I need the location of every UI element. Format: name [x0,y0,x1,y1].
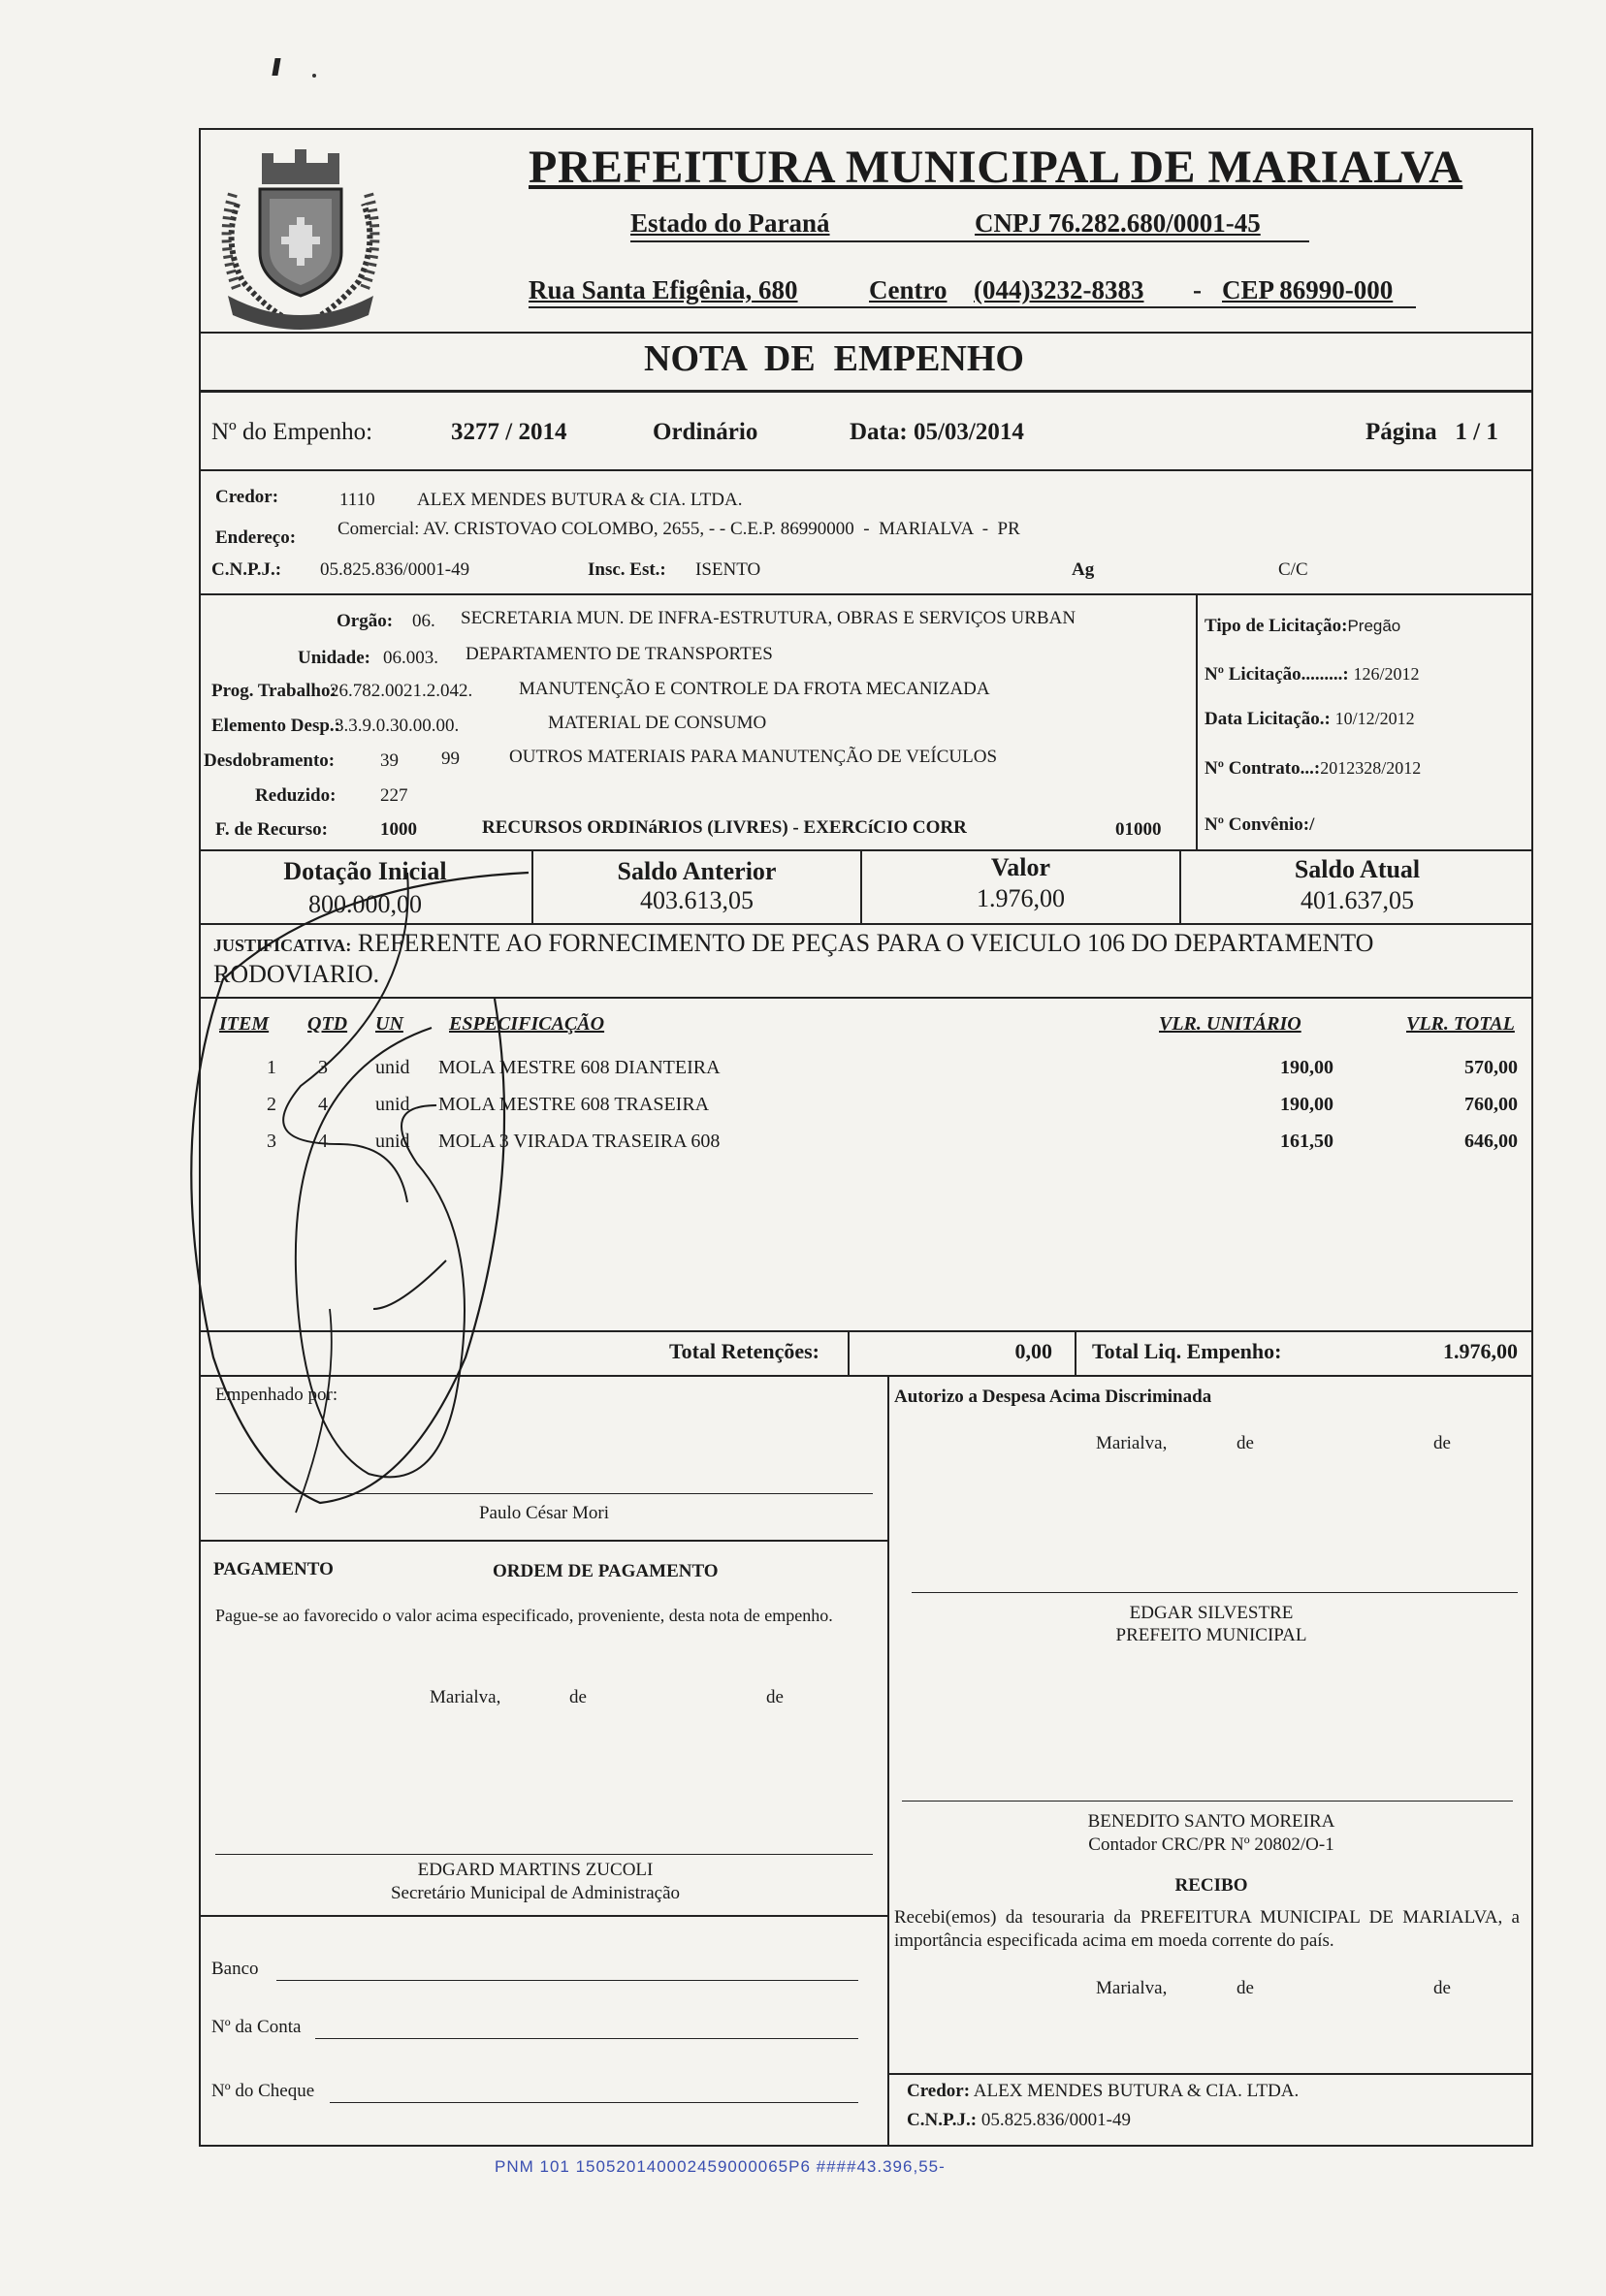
secretario-name: EDGARD MARTINS ZUCOLI [417,1860,654,1880]
cc-label: C/C [1278,559,1308,580]
col-spec: ESPECIFICAÇÃO [449,1013,605,1035]
state-label: Estado do Paraná [630,208,830,238]
desdob-code: 39 [380,750,399,771]
row-item: 1 [267,1057,276,1078]
valor-value: 1.976,00 [977,884,1065,912]
insc-value: ISENTO [695,559,761,580]
col-un: UN [375,1013,403,1035]
recurso-code2: 01000 [1115,819,1162,840]
desdob-code2: 99 [441,749,460,769]
row-un: unid [375,1131,410,1152]
address-cep: CEP 86990-000 [1222,275,1394,304]
recibo-cnpj-label: C.N.P.J.: [907,2110,978,2130]
elemento-code: 3.3.9.0.30.00.00. [335,716,460,736]
pagamento-de1: de [569,1687,587,1707]
empenho-number: 3277 / 2014 [451,419,567,445]
justificativa-text-2: RODOVIARIO. [213,960,380,988]
address-dash: - [1193,275,1202,304]
licitacao-num-label [1204,664,1420,686]
recurso-code: 1000 [380,819,417,840]
atual-label: Saldo Atual [1294,855,1421,883]
secretario-role: Secretário Municipal de Administração [390,1883,681,1903]
row-total: 646,00 [1464,1131,1518,1152]
recurso-label: F. de Recurso: [215,819,328,840]
pagamento-de2: de [766,1687,784,1707]
credor-cnpj: 05.825.836/0001-49 [320,559,470,580]
mid-divider [887,1375,889,2147]
liq-label: Total Liq. Empenho: [1092,1339,1282,1363]
row-unit: 190,00 [1280,1057,1333,1078]
recibo-credor-label: Credor: [907,2081,971,2101]
liq-value: 1.976,00 [1443,1339,1518,1363]
dotacao-value: 800.000,00 [308,890,422,918]
num-value: 126/2012 [1353,664,1420,684]
recibo-credor-value: ALEX MENDES BUTURA & CIA. LTDA. [973,2081,1300,2101]
tipo-value: Pregão [1347,617,1401,635]
orgao-desc: SECRETARIA MUN. DE INFRA-ESTRUTURA, OBRAS E SERVIÇOS URBAN [461,608,1076,628]
anterior-label: Saldo Anterior [617,857,777,885]
data-label-text: Data Licitação.: [1204,709,1331,729]
orgao-label: Orgão: [337,611,394,631]
document-title: NOTA DE EMPENHO [644,338,1024,379]
row-item: 2 [267,1094,276,1115]
atual-value: 401.637,05 [1301,886,1414,914]
scan-mark-dot [312,74,316,78]
contrato-label-text: Nº Contrato...: [1204,758,1321,779]
cheque-line [330,2102,858,2103]
prog-code: 26.782.0021.2.042. [330,681,473,701]
empenhado-label: Empenhado por: [215,1385,338,1405]
recurso-desc: RECURSOS ORDINáRIOS (LIVRES) - EXERCíCIO CORR [482,817,967,838]
pagamento-text: Pague-se ao favorecido o valor acima especificado, proveniente, desta nota de empenho. [215,1606,833,1625]
recibo-title: RECIBO [1174,1875,1248,1896]
pagamento-place: Marialva, [430,1687,501,1707]
handwritten-signature [184,853,630,1532]
licitacao-contrato-label [1204,758,1421,780]
address-district: Centro [869,275,948,304]
autorizo-de2: de [1433,1433,1451,1453]
contrato-value: 2012328/2012 [1320,758,1422,778]
credor-code: 1110 [339,490,375,510]
row-spec: MOLA MESTRE 608 DIANTEIRA [438,1057,721,1078]
recibo-text: Recebi(emos) da tesouraria da PREFEITURA MUNICIPAL DE MARIALVA, a importância especificada acima em moeda corrente do país. [894,1907,1520,1951]
reduzido-value: 227 [380,785,408,806]
recibo-cnpj [907,2110,1131,2131]
scan-mark [272,58,280,76]
cheque-label: Nº do Cheque [211,2081,315,2101]
col-unit: VLR. UNITÁRIO [1159,1013,1301,1035]
address-underline [529,306,1416,308]
prog-label: Prog. Trabalho: [211,681,337,701]
hr-saldos-top [199,849,1533,851]
ag-label: Ag [1072,559,1095,580]
state-underline [630,240,1309,242]
contador-role: Contador CRC/PR Nº 20802/O-1 [1088,1834,1334,1855]
row-unit: 161,50 [1280,1131,1333,1152]
conta-line [315,2038,858,2039]
recibo-de2: de [1433,1978,1451,1998]
conta-label: Nº da Conta [211,2017,302,2037]
unidade-code: 06.003. [383,648,438,668]
prefeito-name: EDGAR SILVESTRE [1129,1603,1294,1623]
credor-label: Credor: [215,487,279,507]
banco-line [276,1980,858,1981]
banco-label: Banco [211,1959,259,1979]
elemento-desc: MATERIAL DE CONSUMO [548,713,767,733]
pagamento-label: PAGAMENTO [213,1559,334,1579]
contador-signature-line [902,1801,1513,1802]
secretario-signature-line [215,1854,873,1855]
dotacao-label: Dotação Inicial [283,857,447,885]
credor-cnpj-label: C.N.P.J.: [211,559,282,580]
row-qtd: 3 [318,1057,328,1078]
empenho-date: Data: 05/03/2014 [850,419,1024,445]
prefeito-signature-line [912,1592,1518,1593]
row-qtd: 4 [318,1131,328,1152]
row-unit: 190,00 [1280,1094,1333,1115]
hr-banco-top [199,1915,889,1917]
address-phone: (044)3232-8383 [974,275,1144,304]
justificativa-text-1: REFERENTE AO FORNECIMENTO DE PEÇAS PARA O VEICULO 106 DO DEPARTAMENTO [357,929,1374,957]
row-un: unid [375,1057,410,1078]
row-item: 3 [267,1131,276,1152]
recibo-de1: de [1237,1978,1254,1998]
desdob-label: Desdobramento: [204,750,336,771]
address-street: Rua Santa Efigênia, 680 [529,275,798,304]
totals-div-1 [848,1330,850,1377]
licitacao-tipo-label [1204,616,1400,637]
row-total: 760,00 [1464,1094,1518,1115]
unidade-desc: DEPARTAMENTO DE TRANSPORTES [466,644,773,664]
tipo-label-text: Tipo de Licitação: [1204,616,1348,636]
coat-of-arms-logo [204,136,398,339]
credor-address: Comercial: AV. CRISTOVAO COLOMBO, 2655, - - C.E.P. 86990000 - MARIALVA - PR [337,519,1020,539]
recibo-credor [907,2081,1299,2102]
hr-recibo-credor-top [889,2073,1533,2075]
hr-header-bottom [199,332,1533,334]
anterior-value: 403.613,05 [640,886,754,914]
ordem-label: ORDEM DE PAGAMENTO [493,1561,719,1581]
row-total: 570,00 [1464,1057,1518,1078]
bank-stamp: PNM 101 150520140002459000065P6 ####43.396,55- [495,2157,946,2176]
recibo-cnpj-value: 05.825.836/0001-49 [980,2110,1131,2130]
justificativa-label: JUSTIFICATIVA: [213,936,352,955]
desdob-desc: OUTROS MATERIAIS PARA MANUTENÇÃO DE VEÍCULOS [509,747,998,767]
empenhado-signer: Paulo César Mori [478,1503,610,1523]
autorizo-place: Marialva, [1096,1433,1168,1453]
data-value: 10/12/2012 [1334,709,1415,728]
retencoes-label: Total Retenções: [669,1339,819,1363]
page-number: Página 1 / 1 [1365,419,1498,445]
num-label-text: Nº Licitação.........: [1204,664,1349,685]
row-spec: MOLA 3 VIRADA TRASEIRA 608 [438,1131,721,1152]
valor-label: Valor [990,853,1051,881]
hr-empenho-bottom [199,469,1533,471]
hr-pagamento-top [199,1540,889,1542]
contador-name: BENEDITO SANTO MOREIRA [1087,1811,1335,1832]
row-spec: MOLA MESTRE 608 TRASEIRA [438,1094,710,1115]
unidade-label: Unidade: [298,648,370,668]
elemento-label: Elemento Desp.: [211,716,340,736]
credor-name: ALEX MENDES BUTURA & CIA. LTDA. [417,490,743,510]
orgao-code: 06. [412,611,435,631]
licitacao-data-label [1204,709,1415,730]
prog-desc: MANUTENÇÃO E CONTROLE DA FROTA MECANIZADA [519,679,990,699]
retencoes-value: 0,00 [1014,1339,1052,1363]
convenio-label: Nº Convênio:/ [1204,814,1315,835]
hr-title-bottom [199,390,1533,393]
col-total: VLR. TOTAL [1406,1013,1515,1035]
col-item: ITEM [219,1013,270,1035]
reduzido-label: Reduzido: [255,785,337,806]
col-qtd: QTD [307,1013,348,1035]
cnpj-header: CNPJ 76.282.680/0001-45 [975,208,1261,238]
insc-label: Insc. Est.: [588,559,666,580]
empenho-label: Nº do Empenho: [211,419,373,445]
row-qtd: 4 [318,1094,328,1115]
autorizo-label: Autorizo a Despesa Acima Discriminada [894,1387,1212,1407]
licitacao-divider [1196,593,1198,850]
prefeitura-title: PREFEITURA MUNICIPAL DE MARIALVA [529,142,1463,193]
address-label: Endereço: [215,527,297,548]
recibo-place: Marialva, [1096,1978,1168,1998]
hr-credor-bottom [199,593,1533,595]
prefeito-role: PREFEITO MUNICIPAL [1115,1625,1307,1645]
empenho-type: Ordinário [653,419,758,445]
autorizo-de1: de [1237,1433,1254,1453]
row-un: unid [375,1094,410,1115]
totals-div-2 [1075,1330,1076,1377]
